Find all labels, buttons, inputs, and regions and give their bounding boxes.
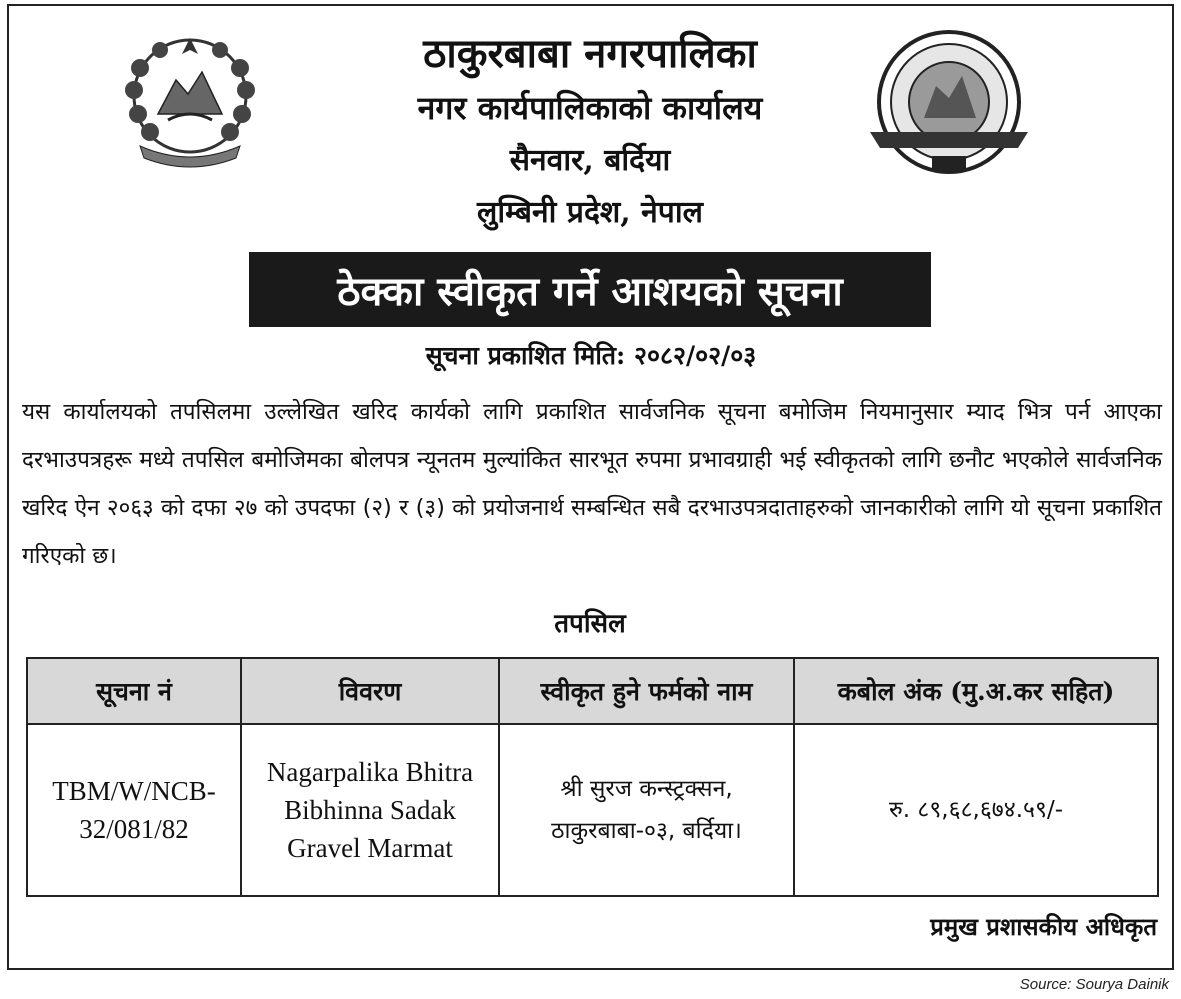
signatory-title: प्रमुख प्रशासकीय अधिकृत [930,912,1157,941]
municipality-name: ठाकुरबाबा नगरपालिका [423,30,757,77]
award-table [26,657,1159,897]
notice-title-banner [249,252,931,327]
header-firm-name: स्वीकृत हुने फर्मको नाम [499,658,794,724]
office-province: लुम्बिनी प्रदेश, नेपाल [477,195,703,230]
header-notice-no: सूचना नं [27,658,241,724]
details-subheading: तपसिल [554,609,626,639]
cell-firm-name: श्री सुरज कन्स्ट्रक्सन, ठाकुरबाबा-०३, बर्दिया। [499,724,794,896]
cell-description: Nagarpalika Bhitra Bibhinna Sadak Gravel Marmat [241,724,499,896]
cell-notice-no: TBM/W/NCB- 32/081/82 [27,724,241,896]
nepal-emblem-icon [110,28,270,170]
notice-body: यस कार्यालयको तपसिलमा उल्लेखित खरिद कार्यको लागि प्रकाशित सार्वजनिक सूचना बमोजिम नियमानुसार म्याद भित्र पर्न आएका दरभाउपत्रहरू मध्ये तपसिल बमोजिमका बोलपत्र न्यूनतम मुल्यांकित सारभूत रुपमा प्रभावग्राही भई स्वीकृतको लागि छनौट भएकोले सार्वजनिक खरिद ऐन २०६३ को दफा २७ को उपदफा (२) र (३) को प्रयोजनार्थ सम्बन्धित सबै दरभाउपत्रदाताहरुको जानकारीको लागि यो सूचना प्रकाशित गरिएको छ। [22,399,1162,569]
published-date: सूचना प्रकाशित मिति: २०८२/०२/०३ [425,341,757,370]
table-header-row [27,658,1158,724]
office-name: नगर कार्यपालिकाको कार्यालय [417,89,763,127]
table-row [27,724,1158,896]
header-description: विवरण [241,658,499,724]
office-location: सैनवार, बर्दिया [509,143,671,178]
source-credit: Source: Sourya Dainik [1019,976,1169,993]
notice-title: ठेक्का स्वीकृत गर्ने आशयको सूचना [337,268,843,315]
header-bid-amount: कबोल अंक (मु.अ.कर सहित) [794,658,1158,724]
cell-bid-amount: रु. ८९,६८,६७४.५९/- [794,724,1158,896]
